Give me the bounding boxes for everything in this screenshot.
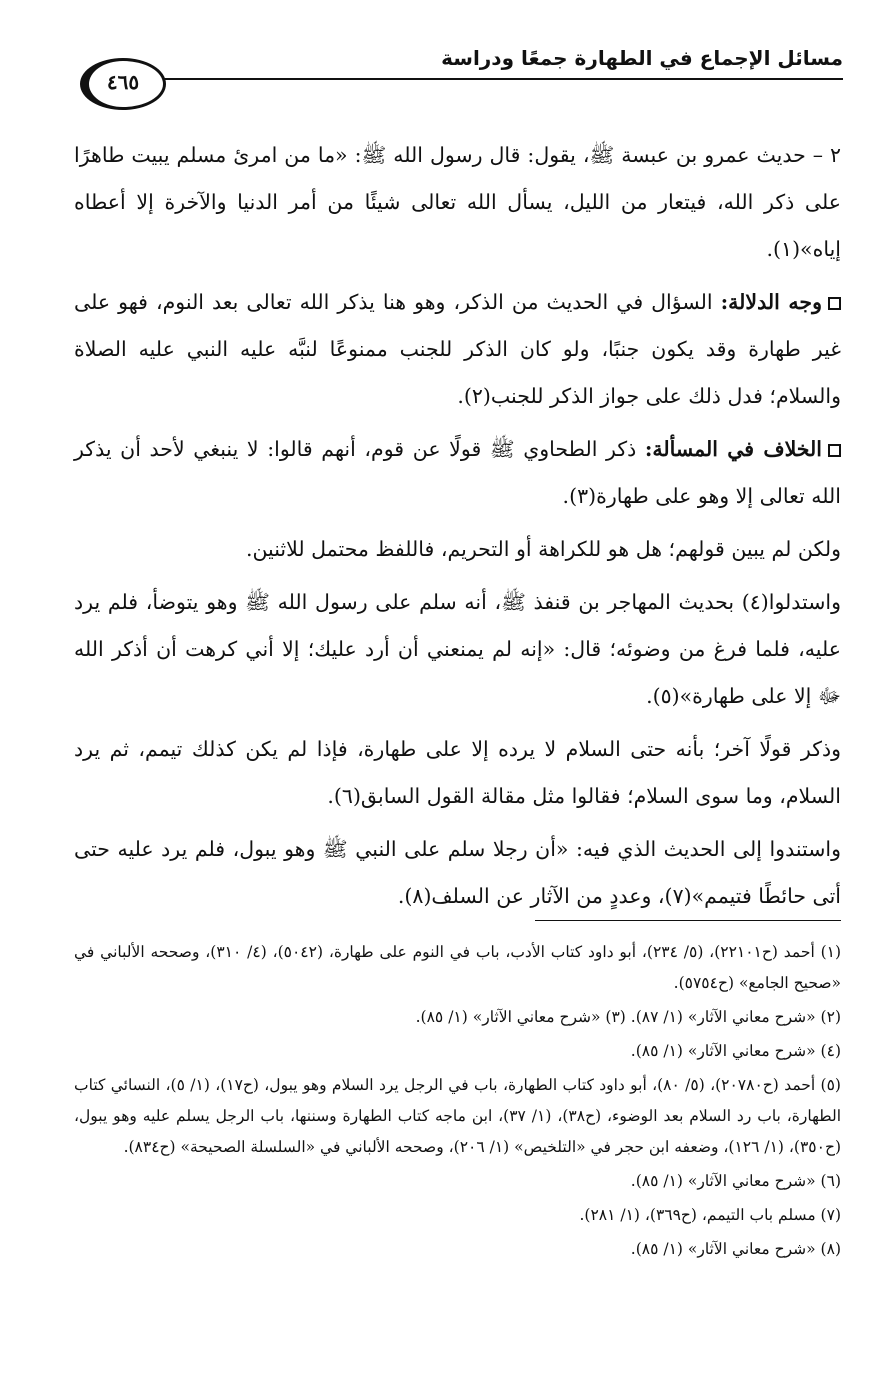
main-text (74, 132, 841, 926)
evidence-text: السؤال في الحديث من الذكر، وهو هنا يذكر الله تعالى بعد النوم، فهو على غير طهارة وقد يكون جنبًا، ولو كان الذكر للجنب ممنوعًا لنبَّه عليه النبي عليه الصلاة والسلام؛ فدل ذلك على جواز الذكر للجنب(٢). (74, 290, 841, 408)
page-header (70, 40, 843, 120)
header-rule (154, 78, 843, 80)
footnotes (74, 937, 841, 1268)
paragraph-hadith-2: ٢ – حديث عمرو بن عبسة ﷺ، يقول: قال رسول الله ﷺ: «ما من امرئ مسلم يبيت طاهرًا على ذكر الله، فيتعار من الليل، يسأل الله تعالى شيئًا من أمر الدنيا والآخرة إلا أعطاه إياه»(١). (74, 143, 841, 261)
footnote-1: (١) أحمد (ح٢٢١٠١)، (٥/ ٢٣٤)، أبو داود كتاب الأدب، باب في النوم على طهارة، (٥٠٤٢)، (٤/ ٣١٠)، وصححه الألباني في «صحيح الجامع» (ح٥٧٥٤). (74, 943, 842, 992)
footnote-separator (535, 920, 841, 921)
running-title: مسائل الإجماع في الطهارة جمعًا ودراسة (441, 46, 843, 70)
footnote-7: (٧) مسلم باب التيمم، (ح٣٦٩)، (١/ ٢٨١). (579, 1206, 841, 1224)
paragraph-tayammum-hadith: واستندوا إلى الحديث الذي فيه: «أن رجلا سلم على النبي ﷺ وهو يبول، فلم يرد عليه حتى أتى حائطًا فتيمم»(٧)، وعددٍ من الآثار عن السلف(٨). (74, 837, 841, 908)
paragraph-muhajir-hadith: واستدلوا(٤) بحديث المهاجر بن قنفذ ﷺ، أنه سلم على رسول الله ﷺ وهو يتوضأ، فلم يرد عليه، فلما فرغ من وضوئه؛ قال: «إنه لم يمنعني أن أرد عليك؛ إلا أني كرهت أن أذكر الله ﷻ إلا على طهارة»(٥). (74, 590, 841, 708)
paragraph-unclear-ruling: ولكن لم يبين قولهم؛ هل هو للكراهة أو التحريم، فاللفظ محتمل للاثنين. (245, 537, 841, 561)
square-bullet-icon (828, 297, 841, 310)
footnote-6: (٦) «شرح معاني الآثار» (١/ ٨٥). (630, 1172, 841, 1190)
footnote-2-3: (٢) «شرح معاني الآثار» (١/ ٨٧). (٣) «شرح معاني الآثار» (١/ ٨٥). (415, 1008, 841, 1026)
page-number: ٤٦٥ (106, 70, 140, 94)
heading-evidence: وجه الدلالة: (720, 290, 822, 314)
heading-disagreement: الخلاف في المسألة: (644, 437, 822, 461)
footnote-5: (٥) أحمد (ح٢٠٧٨٠)، (٥/ ٨٠)، أبو داود كتاب الطهارة، باب في الرجل يرد السلام وهو يبول، (ح١٧)، (١/ ٥)، النسائي كتاب الطهارة، باب رد السلام بعد الوضوء، (ح٣٨)، (١/ ٣٧)، ابن ماجه كتاب الطهارة وسننها، باب الرجل يسلم عليه وهو يبول، (ح٣٥٠)، (١/ ١٢٦)، وضعفه ابن حجر في «التلخيص» (١/ ٢٠٦)، وصححه الألباني في «السلسلة الصحيحة» (ح٨٣٤). (74, 1076, 842, 1156)
disagreement-text: ذكر الطحاوي ﷺ قولًا عن قوم، أنهم قالوا: لا ينبغي لأحد أن يذكر الله تعالى إلا وهو على طهارة(٣). (74, 437, 841, 508)
footnote-8: (٨) «شرح معاني الآثار» (١/ ٨٥). (630, 1240, 841, 1258)
paragraph-second-opinion: وذكر قولًا آخر؛ بأنه حتى السلام لا يرده إلا على طهارة، فإذا لم يكن كذلك تيمم، ثم يرد السلام، وما سوى السلام؛ فقالوا مثل مقالة القول السابق(٦). (74, 737, 841, 808)
square-bullet-icon (828, 444, 841, 457)
paragraph-disagreement (74, 426, 841, 520)
paragraph-evidence (74, 279, 841, 420)
footnote-4: (٤) «شرح معاني الآثار» (١/ ٨٥). (630, 1042, 841, 1060)
